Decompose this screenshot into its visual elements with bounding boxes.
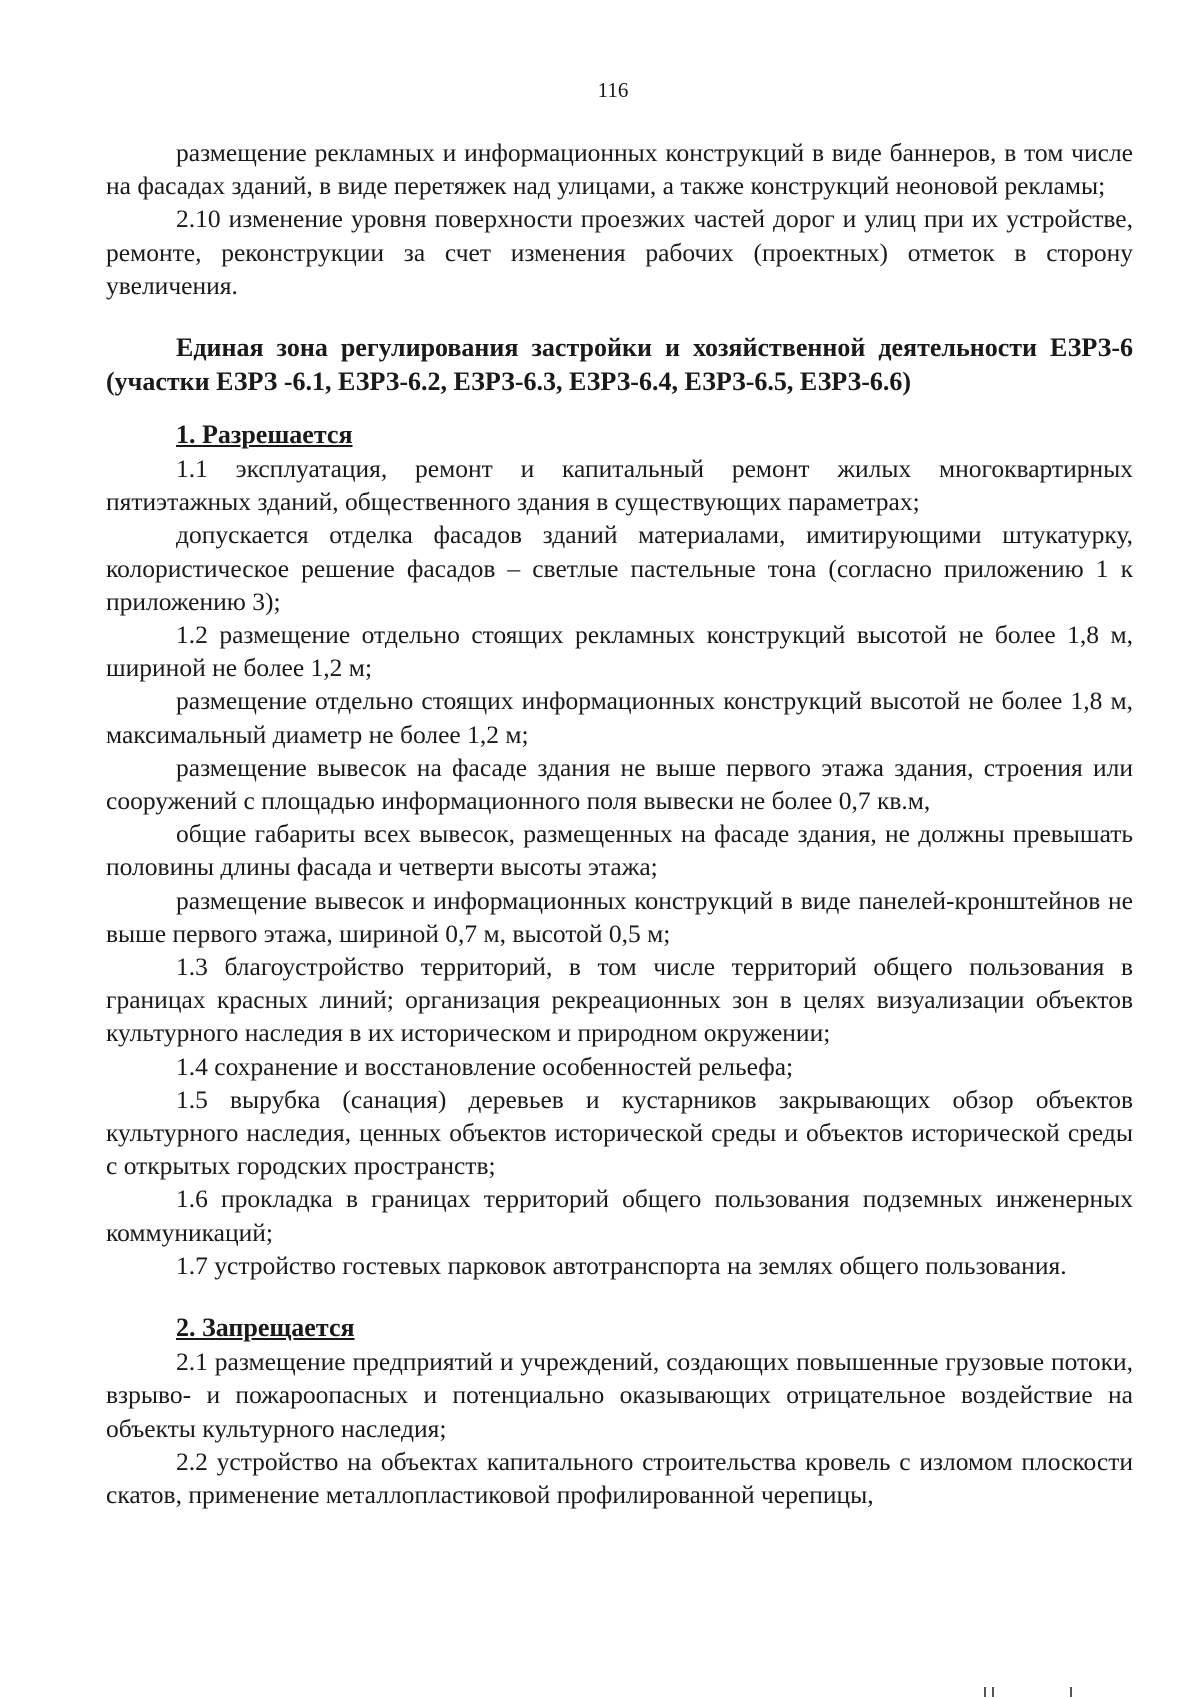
paragraph-2-10: 2.10 изменение уровня поверхности проезжих частей дорог и улиц при их устройстве, ремонте, реконструкции за счет изменения рабочих (проектных) отметок в сторону увеличения.: [106, 204, 1133, 300]
scan-edge-marks: [980, 1685, 1100, 1697]
paragraph-facade-finish: допускается отделка фасадов зданий материалами, имитирующими штукатурку, колористическое решение фасадов – светлые пастельные тона (согласно приложению 1 к приложению 3);: [106, 520, 1133, 616]
section-title-prohibited: 2. Запрещается: [176, 1313, 355, 1343]
paragraph-1-7: 1.7 устройство гостевых парковок автотранспорта на землях общего пользования.: [176, 1250, 1067, 1280]
paragraph-1-2: 1.2 размещение отдельно стоящих рекламных конструкций высотой не более 1,8 м, шириной не более 1,2 м;: [106, 620, 1133, 683]
paragraph-1-5: 1.5 вырубка (санация) деревьев и кустарников закрывающих обзор объектов культурного наследия, ценных объектов исторической среды и объектов исторической среды с открытых городских пространств;: [106, 1084, 1133, 1181]
paragraph-signboards: размещение вывесок на фасаде здания не выше первого этажа здания, строения или сооружений с площадью информационного поля вывески не более 0,7 кв.м,: [106, 752, 1133, 816]
paragraph-1-3: 1.3 благоустройство территорий, в том числе территорий общего пользования в границах красных линий; организация рекреационных зон в целях визуализации объектов культурного наследия в их историческом и природном окружении;: [106, 952, 1133, 1048]
paragraph-continuation: размещение рекламных и информационных конструкций в виде баннеров, в том числе на фасадах зданий, в виде перетяжек над улицами, а также конструкций неоновой рекламы;: [106, 138, 1133, 201]
section-title-allowed: 1. Разрешается: [176, 420, 353, 450]
paragraph-1-6: 1.6 прокладка в границах территорий общего пользования подземных инженерных коммуникаций;: [106, 1184, 1133, 1247]
paragraph-2-1: 2.1 размещение предприятий и учреждений, создающих повышенные грузовые потоки, взрыво- и пожароопасных и потенциально оказывающих отрицательное воздействие на объекты культурного наследия;: [106, 1347, 1133, 1443]
page-number: 116: [597, 78, 629, 102]
document-body: [106, 136, 1133, 1511]
zone-heading: Единая зона регулирования застройки и хозяйственной деятельности ЕЗРЗ-6 (участки ЕЗРЗ -6.1, ЕЗРЗ-6.2, ЕЗРЗ-6.3, ЕЗРЗ-6.4, ЕЗРЗ-6.5, ЕЗРЗ-6.6): [106, 333, 1133, 397]
paragraph-2-2: 2.2 устройство на объектах капитального строительства кровель с изломом плоскости скатов, применение металлопластиковой профилированной черепицы,: [106, 1446, 1133, 1509]
paragraph-signboard-dimensions: общие габариты всех вывесок, размещенных на фасаде здания, не должны превышать половины длины фасада и четверти высоты этажа;: [106, 819, 1133, 882]
paragraph-1-4: 1.4 сохранение и восстановление особенностей рельефа;: [176, 1051, 794, 1081]
paragraph-info-constructions: размещение отдельно стоящих информационных конструкций высотой не более 1,8 м, максимальный диаметр не более 1,2 м;: [106, 686, 1133, 749]
paragraph-bracket-panels: размещение вывесок и информационных конструкций в виде панелей-кронштейнов не выше первого этажа, шириной 0,7 м, высотой 0,5 м;: [106, 885, 1133, 948]
paragraph-1-1: 1.1 эксплуатация, ремонт и капитальный ремонт жилых многоквартирных пятиэтажных зданий, общественного здания в существующих параметрах;: [106, 454, 1133, 517]
